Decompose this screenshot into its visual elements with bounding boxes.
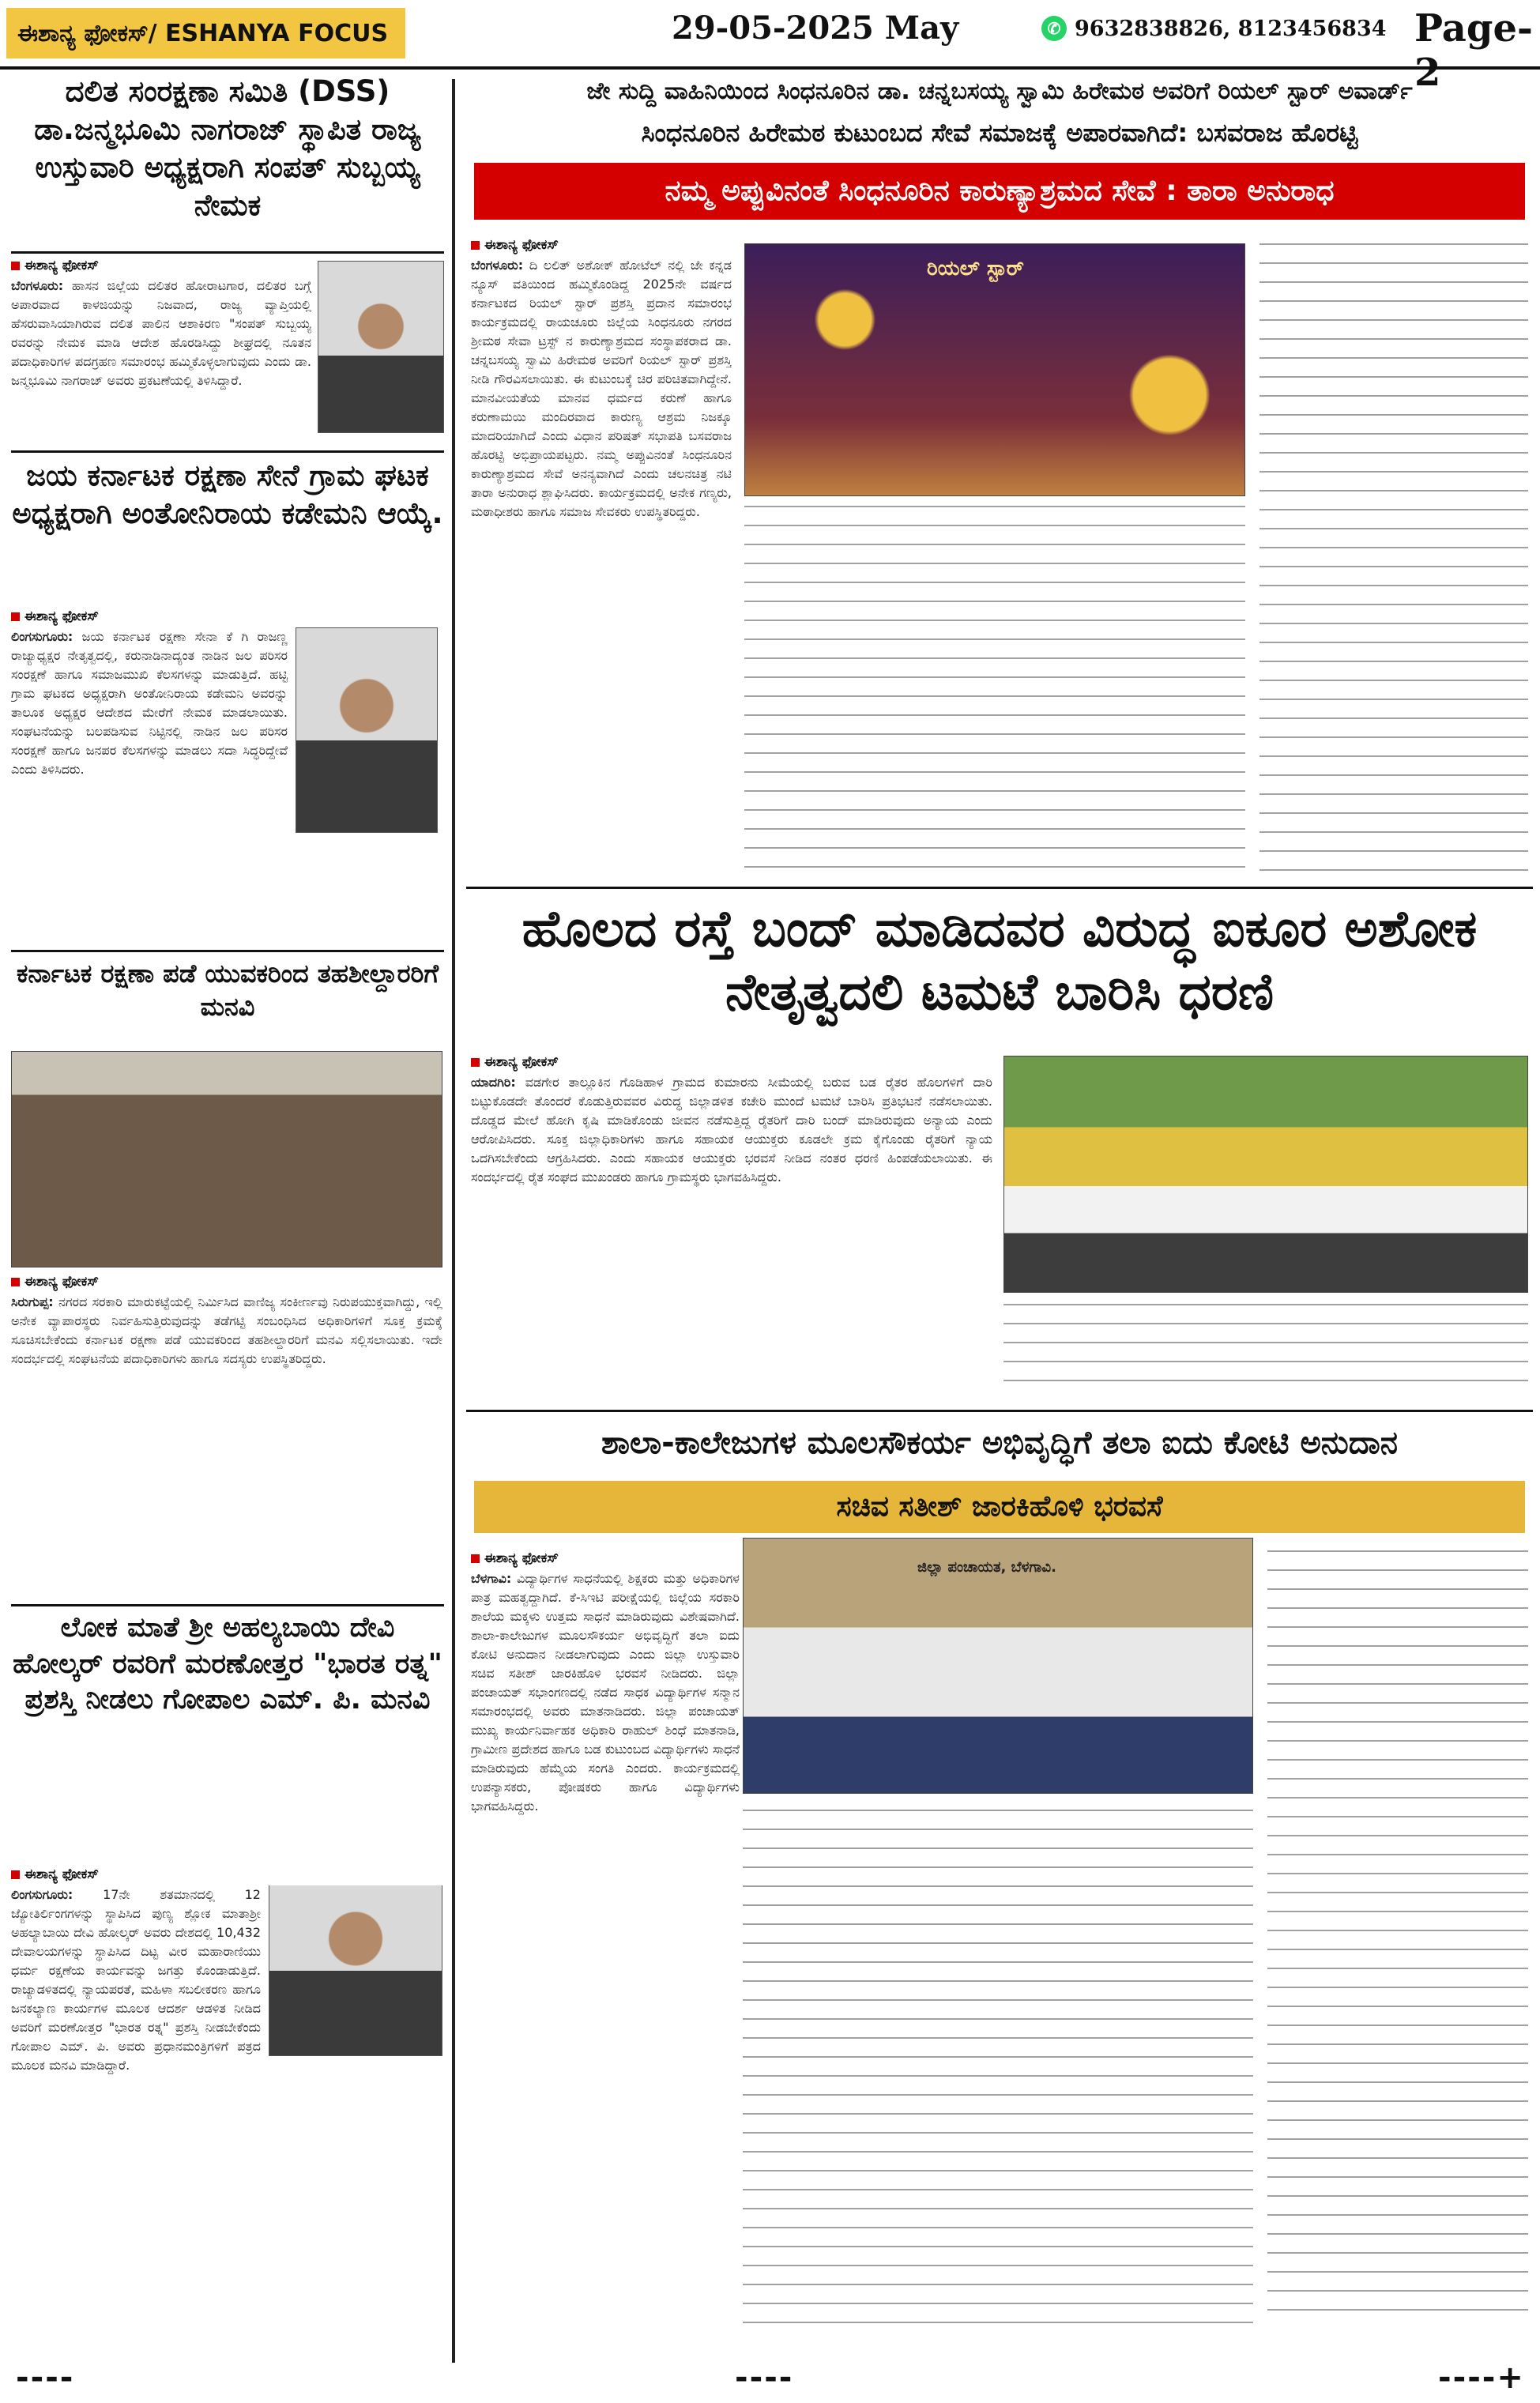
right-story2-body-cont: [1003, 1304, 1528, 1399]
hall-banner-text: ಜಿಲ್ಲಾ ಪಂಚಾಯತ, ಬೆಳಗಾವಿ.: [917, 1559, 1056, 1576]
portrait-photo: [296, 627, 438, 833]
footer-mark-right: ----+: [1438, 2360, 1525, 2396]
right-story3-body: ಬೆಳಗಾವಿ: ವಿದ್ಯಾರ್ಥಿಗಳ ಸಾಧನೆಯಲ್ಲಿ ಶಿಕ್ಷಕರು ಮತ್ತು ಅಧಿಕಾರಿಗಳ ಪಾತ್ರ ಮಹತ್ವದ್ದಾಗಿದೆ. ಕೆ-ಸಿಇಟಿ ಪರೀಕ್ಷೆಯಲ್ಲಿ ಜಿಲ್ಲೆಯ ಸರಕಾರಿ ಶಾಲೆಯ ಮಕ್ಕಳು ಉತ್ತಮ ಸಾಧನೆ ಮಾಡಿರುವುದು ವಿಶೇಷವಾಗಿದೆ. ಶಾಲಾ-ಕಾಲೇಜುಗಳ ಮೂಲಸೌಕರ್ಯ ಅಭಿವೃದ್ಧಿಗೆ ತಲಾ ಐದು ಕೋಟಿ ಅನುದಾನ ನೀಡಲಾಗುವುದು ಎಂದು ಜಿಲ್ಲಾ ಉಸ್ತುವಾರಿ ಸಚಿವ ಸತೀಶ್ ಜಾರಕಿಹೊಳಿ ಭರವಸೆ ನೀಡಿದರು. ಜಿಲ್ಲಾ ಪಂಚಾಯತ್ ಸಭಾಂಗಣದಲ್ಲಿ ನಡೆದ ಸಾಧಕ ವಿದ್ಯಾರ್ಥಿಗಳ ಸನ್ಮಾನ ಸಮಾರಂಭದಲ್ಲಿ ಅವರು ಮಾತನಾಡಿದರು. ಜಿಲ್ಲಾ ಪಂಚಾಯತ್ ಮುಖ್ಯ ಕಾರ್ಯನಿರ್ವಾಹಕ ಅಧಿಕಾರಿ ರಾಹುಲ್ ಶಿಂಧೆ ಮಾತನಾಡಿ, ಗ್ರಾಮೀಣ ಪ್ರದೇಶದ ಹಾಗೂ ಬಡ ಕುಟುಂಬದ ವಿದ್ಯಾರ್ಥಿಗಳು ಸಾಧನೆ ಮಾಡಿರುವುದು ಹೆಮ್ಮೆಯ ಸಂಗತಿ ಎಂದರು. ಕಾರ್ಯಕ್ರಮದಲ್ಲಿ ಉಪನ್ಯಾಸಕರು, ಪೋಷಕರು ಹಾಗೂ ವಿದ್ಯಾರ್ಥಿಗಳು ಭಾಗವಹಿಸಿದ್ದರು.: [471, 1571, 740, 1814]
lead-subhead-band: ನಮ್ಮ ಅಪ್ಪುವಿನಂತೆ ಸಿಂಧನೂರಿನ ಕಾರುಣ್ಯಾಶ್ರಮದ ಸೇವೆ : ತಾರಾ ಅನುರಾಧ: [474, 163, 1525, 220]
right-story3-body-cont: [743, 1810, 1253, 2328]
right-story2-headline: ಹೊಲದ ರಸ್ತೆ ಬಂದ್ ಮಾಡಿದವರ ವಿರುದ್ಧ ಐಕೂರ ಅಶೋಕ ನೇತೃತ್ವದಲಿ ಟಮಟೆ ಬಾರಿಸಿ ಧರಣಿ: [521, 900, 1478, 1022]
byline-marker-icon: [471, 241, 480, 250]
contact-phone: [1041, 16, 1387, 41]
byline: ಈಶಾನ್ಯ ಫೋಕಸ್: [11, 608, 99, 624]
page-number: Page-2: [1414, 6, 1533, 95]
left-story3-headline: ಕರ್ನಾಟಕ ರಕ್ಷಣಾ ಪಡೆ ಯುವಕರಿಂದ ತಹಶೀಲ್ದಾರರಿಗೆ ಮನವಿ: [16, 959, 439, 1022]
left-story3-body: ಸಿರುಗುಪ್ಪ: ನಗರದ ಸರಕಾರಿ ಮಾರುಕಟ್ಟೆಯಲ್ಲಿ ನಿರ್ಮಿಸಿದ ವಾಣಿಜ್ಯ ಸಂಕೀರ್ಣವು ನಿರುಪಯುಕ್ತವಾಗಿದ್ದು, ಇಲ್ಲಿ ಅನೇಕ ವ್ಯಾಪಾರಸ್ಥರು ನಿರ್ವಹಿಸುತ್ತಿರುವುದನ್ನು ತಡೆಗಟ್ಟಿ ಸಂಬಂಧಿಸಿದ ಅಧಿಕಾರಿಗಳಿಗೆ ಸೂಕ್ತ ಕ್ರಮಕ್ಕೆ ಸೂಚಿಸಬೇಕೆಂದು ಕರ್ನಾಟಕ ರಕ್ಷಣಾ ಪಡೆ ಯುವಕರಿಂದ ತಹಶೀಲ್ದಾರರಿಗೆ ಮನವಿ ಸಲ್ಲಿಸಲಾಯಿತು. ಇದೇ ಸಂದರ್ಭದಲ್ಲಿ ಸಂಘಟನೆಯ ಪದಾಧಿಕಾರಿಗಳು ಹಾಗೂ ಸದಸ್ಯರು ಉಪಸ್ಥಿತರಿದ್ದರು.: [11, 1294, 442, 1366]
felicitation-photo: [743, 1538, 1253, 1794]
award-ceremony-photo: [744, 243, 1245, 496]
byline: ಈಶಾನ್ಯ ಫೋಕಸ್: [471, 1550, 559, 1566]
stage-banner-text: ರಿಯಲ್ ಸ್ಟಾರ್: [927, 257, 1024, 281]
divider: [11, 1604, 444, 1606]
lead-kicker: ಜೇ ಸುದ್ದಿ ವಾಹಿನಿಯಿಂದ ಸಿಂಧನೂರಿನ ಡಾ. ಚನ್ನಬಸಯ್ಯ ಸ್ವಾಮಿ ಹಿರೇಮಠ ಅವರಿಗೆ ರಿಯಲ್ ಸ್ಟಾರ್ ಅವಾರ್ಡ್: [586, 77, 1413, 105]
lead-body-col1: ಬೆಂಗಳೂರು: ದಿ ಲಲಿತ್ ಅಶೋಕ್ ಹೋಟೆಲ್ ನಲ್ಲಿ ಜೇ ಕನ್ನಡ ನ್ಯೂಸ್ ವತಿಯಿಂದ ಹಮ್ಮಿಕೊಂಡಿದ್ದ 2025ನೇ ವರ್ಷದ ಕರ್ನಾಟಕದ ರಿಯಲ್ ಸ್ಟಾರ್ ಪ್ರಶಸ್ತಿ ಪ್ರದಾನ ಸಮಾರಂಭ ಕಾರ್ಯಕ್ರಮದಲ್ಲಿ ರಾಯಚೂರು ಜಿಲ್ಲೆಯ ಸಿಂಧನೂರು ನಗರದ ಶ್ರೀಮಠ ಸೇವಾ ಟ್ರಸ್ಟ್ ನ ಕಾರುಣ್ಯಾಶ್ರಮದ ಸಂಸ್ಥಾಪಕರಾದ ಡಾ. ಚನ್ನಬಸಯ್ಯ ಸ್ವಾಮಿ ಹಿರೇಮಠ ಅವರಿಗೆ ರಿಯಲ್ ಸ್ಟಾರ್ ಪ್ರಶಸ್ತಿ ನೀಡಿ ಗೌರವಿಸಲಾಯಿತು. ಈ ಕುಟುಂಬಕ್ಕೆ ಚಿರ ಪರಿಚಿತವಾಗಿದ್ದೇನೆ. ಮಾನವೀಯತೆಯ ಮಾನವ ಧರ್ಮದ ಕರುಣೆ ಹಾಗೂ ಕರುಣಾಮಯಿ ಮಂದಿರವಾದ ಕಾರುಣ್ಯ ಆಶ್ರಮ ನಿಜಕ್ಕೂ ಮಾದರಿಯಾಗಿದೆ ಎಂದು ವಿಧಾನ ಪರಿಷತ್ ಸಭಾಪತಿ ಬಸವರಾಜ ಹೊರಟ್ಟಿ ಅಭಿಪ್ರಾಯಪಟ್ಟರು. ನಮ್ಮ ಅಪ್ಪುವಿನಂತೆ ಸಿಂಧನೂರಿನ ಕಾರುಣ್ಯಾಶ್ರಮದ ಸೇವೆ ಅನನ್ಯವಾಗಿದೆ ಎಂದು ಚಲನಚಿತ್ರ ನಟಿ ತಾರಾ ಅನುರಾಧ ಶ್ಲಾಘಿಸಿದರು. ಕಾರ್ಯಕ್ರಮದಲ್ಲಿ ಅನೇಕ ಗಣ್ಯರು, ಮಠಾಧೀಶರು ಹಾಗೂ ಸಮಾಜ ಸೇವಕರು ಉಪಸ್ಥಿತರಿದ್ದರು.: [471, 258, 732, 519]
divider: [11, 950, 444, 952]
left-story4-body: ಲಿಂಗಸುಗೂರು: 17ನೇ ಶತಮಾನದಲ್ಲಿ 12 ಜ್ಯೋತಿರ್ಲಿಂಗಗಳನ್ನು ಸ್ಥಾಪಿಸಿದ ಪುಣ್ಯ ಶ್ಲೋಕ ಮಾತಾಶ್ರೀ ಅಹಲ್ಯಾಬಾಯಿ ದೇವಿ ಹೋಲ್ಕರ್ ಅವರು ದೇಶದಲ್ಲಿ 10,432 ದೇವಾಲಯಗಳನ್ನು ಸ್ಥಾಪಿಸಿದ ದಿಟ್ಟ ವೀರ ಮಹಾರಾಣಿಯು ಧರ್ಮ ರಕ್ಷಣೆಯ ಕಾರ್ಯವನ್ನು ಜಗತ್ತು ಕೊಂಡಾಡುತ್ತಿದೆ. ರಾಜ್ಯಾಡಳಿತದಲ್ಲಿ ನ್ಯಾಯಪರತೆ, ಮಹಿಳಾ ಸಬಲೀಕರಣ ಹಾಗೂ ಜನಕಲ್ಯಾಣ ಕಾರ್ಯಗಳ ಮೂಲಕ ಆದರ್ಶ ಆಡಳಿತ ನೀಡಿದ ಅವರಿಗೆ ಮರಣೋತ್ತರ "ಭಾರತ ರತ್ನ" ಪ್ರಶಸ್ತಿ ನೀಡಬೇಕೆಂದು ಗೋಪಾಲ ಎಮ್. ಪಿ. ಅವರು ಪ್ರಧಾನಮಂತ್ರಿಗಳಿಗೆ ಪತ್ರದ ಮೂಲಕ ಮನವಿ ಮಾಡಿದ್ದಾರೆ.: [11, 1885, 442, 2336]
byline: ಈಶಾನ್ಯ ಫೋಕಸ್: [471, 1054, 559, 1070]
byline: ಈಶಾನ್ಯ ಫೋಕಸ್: [471, 237, 559, 253]
byline-marker-icon: [11, 262, 20, 270]
byline-marker-icon: [471, 1554, 480, 1563]
right-story3-subhead-band: ಸಚಿವ ಸತೀಶ್ ಜಾರಕಿಹೊಳಿ ಭರವಸೆ: [474, 1481, 1525, 1533]
brand-label: ಈಶಾನ್ಯ ಫೋಕಸ್/ ESHANYA FOCUS: [6, 8, 405, 58]
column-divider: [452, 79, 455, 2363]
byline-marker-icon: [11, 1870, 20, 1879]
left-story2-headline: ಜಯ ಕರ್ನಾಟಕ ರಕ್ಷಣಾ ಸೇನೆ ಗ್ರಾಮ ಘಟಕ ಅಧ್ಯಕ್ಷರಾಗಿ ಅಂತೋನಿರಾಯ ಕಡೇಮನಿ ಆಯ್ಕೆ.: [12, 458, 443, 531]
byline-marker-icon: [11, 612, 20, 621]
issue-date: 29-05-2025 May: [672, 9, 959, 47]
whatsapp-icon: ✆: [1041, 16, 1067, 41]
protest-photo: [1003, 1056, 1528, 1293]
left-story1-body: ಬೆಂಗಳೂರು: ಹಾಸನ ಜಿಲ್ಲೆಯ ದಲಿತರ ಹೋರಾಟಗಾರ, ದಲಿತರ ಬಗ್ಗೆ ಅಪಾರವಾದ ಕಾಳಜಿಯನ್ನು ನಿಜವಾದ, ರಾಜ್ಯ ವ್ಯಾಪ್ತಿಯಲ್ಲಿ ಹೆಸರುವಾಸಿಯಾಗಿರುವ ದಲಿತ ಪಾಲಿನ ಆಶಾಕಿರಣ "ಸಂಪತ್ ಸುಬ್ಬಯ್ಯ ರವರನ್ನು ನೇಮಕ ಮಾಡಿ ಆದೇಶ ಹೊರಡಿಸಿದ್ದು ಶೀಘ್ರದಲ್ಲಿ ನೂತನ ಪದಾಧಿಕಾರಿಗಳ ಪದಗ್ರಹಣ ಸಮಾರಂಭ ಹಮ್ಮಿಕೊಳ್ಳಲಾಗುವುದು ಎಂದು ಡಾ. ಜನ್ಮಭೂಮಿ ನಾಗರಾಜ್ ಅವರು ಪ್ರಕಟಣೆಯಲ್ಲಿ ತಿಳಿಸಿದ್ದಾರೆ.: [11, 278, 311, 388]
lead-body-col2: [744, 506, 1245, 872]
left-story4-headline: ಲೋಕ ಮಾತೆ ಶ್ರೀ ಅಹಲ್ಯಬಾಯಿ ದೇವಿ ಹೋಲ್ಕರ್ ರವರಿಗೆ ಮರಣೋತ್ತರ "ಭಾರತ ರತ್ನ" ಪ್ರಶಸ್ತಿ ನೀಡಲು ಗೋಪಾಲ ಎಮ್. ಪಿ. ಮನವಿ: [13, 1612, 442, 1716]
divider: [11, 450, 444, 453]
byline-marker-icon: [11, 1278, 20, 1286]
left-story2-body: ಲಿಂಗಸುಗೂರು: ಜಯ ಕರ್ನಾಟಕ ರಕ್ಷಣಾ ಸೇನಾ ಕೆ ಗಿ ರಾಜಣ್ಣ ರಾಜ್ಯಾಧ್ಯಕ್ಷರ ನೇತೃತ್ವದಲ್ಲಿ, ಕರುನಾಡಿನಾದ್ಯಂತ ನಾಡಿನ ಜಲ ಪರಿಸರ ಸಂರಕ್ಷಣೆ ಹಾಗೂ ಸಮಾಜಮುಖಿ ಕೆಲಸಗಳನ್ನು ಮಾಡುತ್ತಿದೆ. ಹಟ್ಟಿ ಗ್ರಾಮ ಘಟಕದ ಅಧ್ಯಕ್ಷರಾಗಿ ಅಂತೋನಿರಾಯ ಕಡೇಮನಿ ಅವರನ್ನು ತಾಲೂಕ ಅಧ್ಯಕ್ಷರ ಆದೇಶದ ಮೇರೆಗೆ ನೇಮಕ ಮಾಡಲಾಯಿತು. ಸಂಘಟನೆಯನ್ನು ಬಲಪಡಿಸುವ ನಿಟ್ಟಿನಲ್ಲಿ ನಾಡಿನ ಜಲ ಪರಿಸರ ಸಂರಕ್ಷಣೆ ಹಾಗೂ ಜನಪರ ಕೆಲಸಗಳನ್ನು ಮಾಡಲು ಸದಾ ಸಿದ್ಧರಿದ್ದೇವೆ ಎಂದು ತಿಳಿಸಿದರು.: [11, 627, 438, 940]
footer-mark-left: ----: [16, 2360, 75, 2396]
right-story2-body: ಯಾದಗಿರಿ: ವಡಗೇರ ತಾಲ್ಲೂಕಿನ ಗೊಡಿಹಾಳ ಗ್ರಾಮದ ಕುಮಾರನು ಸೀಮೆಯಲ್ಲಿ ಬರುವ ಬಡ ರೈತರ ಹೊಲಗಳಿಗೆ ದಾರಿ ಬಿಟ್ಟುಕೊಡದೇ ತೊಂದರೆ ಕೊಡುತ್ತಿರುವವರ ವಿರುದ್ಧ ಜಿಲ್ಲಾಡಳಿತ ಕಚೇರಿ ಮುಂದೆ ಟಮಟೆ ಬಾರಿಸಿ ಪ್ರತಿಭಟನೆ ನಡೆಸಲಾಯಿತು. ದೊಡ್ಡದ ಮೇಲೆ ಹೋಗಿ ಕೃಷಿ ಮಾಡಿಕೊಂಡು ಜೀವನ ನಡೆಸುತ್ತಿದ್ದ ರೈತರಿಗೆ ದಾರಿ ಬಂದ್ ಮಾಡಿರುವುದು ಅನ್ಯಾಯ ಎಂದು ಆರೋಪಿಸಿದರು. ಸೂಕ್ತ ಜಿಲ್ಲಾಧಿಕಾರಿಗಳು ಹಾಗೂ ಸಹಾಯಕ ಆಯುಕ್ತರು ಕೂಡಲೇ ಕ್ರಮ ಕೈಗೊಂಡು ರೈತರಿಗೆ ನ್ಯಾಯ ಒದಗಿಸಬೇಕೆಂದು ಆಗ್ರಹಿಸಿದರು. ಎಂದು ಸಹಾಯಕ ಆಯುಕ್ತರು ಭರವಸೆ ನೀಡಿದ ನಂತರ ಧರಣಿ ಹಿಂಪಡೆಯಲಾಯಿತು. ಈ ಸಂದರ್ಭದಲ್ಲಿ ರೈತ ಸಂಘದ ಮುಖಂಡರು ಹಾಗೂ ಗ್ರಾಮಸ್ಥರು ಭಾಗವಹಿಸಿದ್ದರು.: [471, 1075, 992, 1185]
right-story3-body-col3: [1267, 1550, 1528, 2328]
lead-body-col3: [1259, 243, 1528, 872]
byline: ಈಶಾನ್ಯ ಫೋಕಸ್: [11, 1274, 99, 1290]
byline: ಈಶಾನ್ಯ ಫೋಕಸ್: [11, 1866, 99, 1882]
portrait-photo: [318, 261, 444, 433]
divider: [11, 251, 444, 254]
phone-numbers: 9632838826, 8123456834: [1075, 16, 1387, 41]
divider: [466, 887, 1533, 889]
group-photo: [11, 1051, 442, 1267]
portrait-photo: [269, 1885, 442, 2056]
lead-headline: ಸಿಂಧನೂರಿನ ಹಿರೇಮಠ ಕುಟುಂಬದ ಸೇವೆ ಸಮಾಜಕ್ಕೆ ಅಪಾರವಾಗಿದೆ: ಬಸವರಾಜ ಹೊರಟ್ಟಿ: [641, 118, 1358, 148]
right-story3-headline: ಶಾಲಾ-ಕಾಲೇಜುಗಳ ಮೂಲಸೌಕರ್ಯ ಅಭಿವೃದ್ಧಿಗೆ ತಲಾ ಐದು ಕೋಟಿ ಅನುದಾನ: [601, 1425, 1398, 1461]
byline-marker-icon: [471, 1058, 480, 1067]
divider: [466, 1410, 1533, 1412]
left-story1-headline: ದಲಿತ ಸಂರಕ್ಷಣಾ ಸಮಿತಿ (DSS) ಡಾ.ಜನ್ಮಭೂಮಿ ನಾಗರಾಜ್ ಸ್ಥಾಪಿತ ರಾಜ್ಯ ಉಸ್ತುವಾರಿ ಅಧ್ಯಕ್ಷರಾಗಿ ಸಂಪತ್ ಸುಬ್ಬಯ್ಯ ನೇಮಕ: [34, 74, 421, 223]
footer-mark-center: ----: [735, 2360, 794, 2396]
byline: ಈಶಾನ್ಯ ಫೋಕಸ್: [11, 258, 99, 273]
